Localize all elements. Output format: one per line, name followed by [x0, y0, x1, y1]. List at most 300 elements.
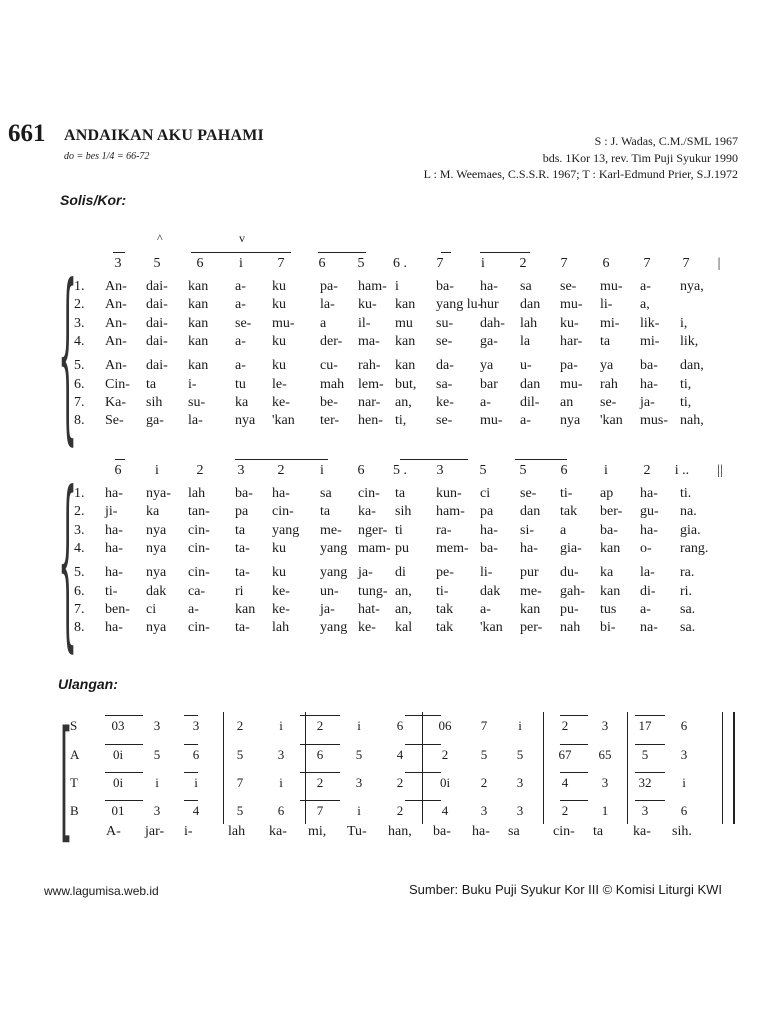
lyric-syllable: ha- — [105, 522, 123, 538]
lyric-syllable: tan- — [188, 504, 210, 520]
lyric-syllable: pe- — [436, 565, 454, 581]
lyric-syllable: Se- — [105, 413, 124, 429]
lyric-syllable: nya- — [146, 486, 171, 501]
lyric-syllable: nger- — [358, 522, 388, 538]
lyric-syllable: lik- — [640, 315, 660, 331]
lyric-syllable: ku- — [560, 315, 579, 331]
note: 6 — [114, 463, 122, 478]
lyric-syllable: u- — [520, 358, 532, 374]
lyric-syllable: ke- — [436, 394, 454, 410]
refrain-note: 6 — [316, 747, 324, 762]
note: || — [717, 463, 723, 478]
refrain-note: 0i — [112, 775, 124, 790]
lyric-syllable: nah — [560, 620, 581, 636]
note: 7 — [277, 256, 285, 271]
lyric-syllable: cin- — [188, 522, 210, 538]
lyric-syllable: ri. — [680, 583, 693, 599]
lyric-syllable: kan — [188, 358, 209, 374]
beam-line — [405, 800, 441, 801]
lyric-syllable: rang. — [680, 540, 709, 556]
lyric-syllable: a- — [640, 279, 651, 294]
refrain-note: 3 — [480, 803, 488, 818]
verse-number: 1. — [74, 486, 85, 501]
note: i — [481, 256, 485, 271]
lyric-syllable: a- — [640, 601, 651, 617]
refrain-lyric: sa — [508, 824, 520, 839]
beam-line — [560, 715, 588, 716]
beam-line — [184, 744, 198, 745]
note: i — [239, 256, 243, 271]
lyric-syllable: ja- — [358, 565, 373, 581]
lyric-syllable: dai- — [146, 315, 168, 331]
lyric-syllable: gu- — [640, 504, 659, 520]
lyric-syllable: An- — [105, 297, 127, 313]
lyric-syllable: mu- — [560, 297, 583, 313]
accent-mark: v — [239, 231, 245, 245]
verse-number: 3. — [74, 315, 85, 331]
refrain-lyric: i- — [184, 824, 193, 839]
lyric-syllable: me- — [520, 583, 542, 599]
lyric-syllable: ku — [272, 279, 286, 294]
refrain-note: 1 — [601, 803, 609, 818]
refrain-note: 7 — [236, 775, 244, 790]
lyric-syllable: su- — [188, 394, 206, 410]
voice-label: A — [70, 747, 80, 762]
lyric-syllable: ra. — [680, 565, 695, 581]
lyric-syllable: ha- — [105, 620, 123, 636]
lyric-syllable: har- — [560, 333, 583, 349]
lyric-syllable: gia. — [680, 522, 701, 538]
lyric-syllable: ma- — [358, 333, 380, 349]
lyric-syllable: il- — [358, 315, 371, 331]
lyric-syllable: sih — [146, 394, 163, 410]
refrain-note: 6 — [680, 718, 688, 733]
lyric-syllable: nya, — [680, 279, 704, 294]
lyric-syllable: lah — [272, 620, 290, 636]
note: 5 — [519, 463, 527, 478]
beam-line — [405, 715, 441, 716]
refrain-note: 2 — [316, 775, 324, 790]
lyric-syllable: but, — [395, 376, 417, 392]
lyric-syllable: an, — [395, 583, 412, 599]
lyric-syllable: ka — [235, 394, 249, 410]
refrain-note: 4 — [192, 803, 200, 818]
lyric-syllable: ham- — [436, 504, 465, 520]
refrain-note: 2 — [561, 718, 569, 733]
lyric-syllable: ci — [480, 486, 491, 501]
lyric-syllable: rah- — [358, 358, 381, 374]
refrain-note: 3 — [192, 718, 200, 733]
footer-website[interactable]: www.lagumisa.web.id — [44, 884, 159, 898]
beam-line — [560, 772, 588, 773]
note: 6 — [602, 256, 610, 271]
lyric-syllable: kan — [235, 601, 256, 617]
lyric-syllable: pur — [520, 565, 539, 581]
note: 7 — [643, 256, 651, 271]
beam-line — [113, 252, 125, 253]
lyric-syllable: an, — [395, 394, 412, 410]
note: 6 — [560, 463, 568, 478]
refrain-note: 5 — [236, 747, 244, 762]
lyric-syllable: mu- — [600, 279, 623, 294]
lyric-syllable: lah — [520, 315, 538, 331]
refrain-lyric: A- — [106, 824, 121, 839]
refrain-note: 3 — [601, 718, 609, 733]
lyric-syllable: Ka- — [105, 394, 126, 410]
lyric-syllable: dai- — [146, 297, 168, 313]
lyric-syllable: tu — [235, 376, 246, 392]
lyric-syllable: a- — [235, 358, 246, 374]
refrain-lyric: cin- — [553, 824, 575, 839]
refrain-note: 2 — [236, 718, 244, 733]
lyric-syllable: li- — [600, 297, 613, 313]
verse-number: 5. — [74, 358, 85, 374]
refrain-note: 3 — [680, 747, 688, 762]
lyric-syllable: ta- — [235, 620, 250, 636]
lyric-syllable: kan — [188, 333, 209, 349]
beam-line — [105, 800, 143, 801]
lyric-syllable: ga- — [480, 333, 498, 349]
lyric-syllable: ti — [395, 522, 403, 538]
lyric-syllable: ta — [320, 504, 331, 520]
refrain-note: 17 — [638, 718, 652, 733]
lyric-syllable: an — [560, 394, 574, 410]
refrain-note: 4 — [441, 803, 449, 818]
note: 2 — [643, 463, 651, 478]
lyric-syllable: sih — [395, 504, 412, 520]
lyric-syllable: dai- — [146, 279, 168, 294]
lyric-syllable: pu- — [560, 601, 579, 617]
beam-line — [405, 772, 441, 773]
lyric-syllable: be- — [320, 394, 338, 410]
lyric-syllable: su- — [436, 315, 454, 331]
lyric-syllable: 'kan — [600, 413, 623, 429]
lyric-syllable: dak — [146, 583, 167, 599]
refrain-note: 3 — [153, 718, 161, 733]
beam-line — [318, 252, 366, 253]
lyric-syllable: a — [320, 315, 327, 331]
refrain-note: 4 — [396, 747, 404, 762]
lyric-syllable: me- — [320, 522, 342, 538]
lyric-syllable: ter- — [320, 413, 340, 429]
beam-line — [635, 772, 665, 773]
refrain-note: 4 — [561, 775, 569, 790]
lyric-syllable: hat- — [358, 601, 380, 617]
lyric-syllable: rah — [600, 376, 618, 392]
lyric-syllable: ku — [272, 297, 286, 313]
lyric-syllable: ba- — [235, 486, 253, 501]
verse-number: 8. — [74, 620, 85, 636]
lyric-syllable: sa — [320, 486, 332, 501]
lyric-syllable: dan — [520, 376, 541, 392]
section-label-solis: Solis/Kor: — [60, 192, 127, 208]
lyric-syllable: ta — [600, 333, 611, 349]
note: i — [155, 463, 159, 478]
barline — [543, 712, 544, 824]
lyric-syllable: ti. — [680, 486, 692, 501]
brace: { — [58, 250, 78, 467]
note: 3 — [436, 463, 444, 478]
lyric-syllable: ha- — [105, 486, 123, 501]
refrain-note: 2 — [316, 718, 324, 733]
lyric-syllable: ba- — [436, 279, 454, 294]
lyric-syllable: si- — [520, 522, 534, 538]
lyric-syllable: tak — [436, 601, 454, 617]
lyric-syllable: yang — [320, 565, 348, 581]
lyric-syllable: mem- — [436, 540, 469, 556]
refrain-note: i — [357, 803, 361, 818]
lyric-syllable: ap — [600, 486, 614, 501]
refrain-lyric: ka- — [633, 824, 651, 839]
lyric-syllable: ke- — [358, 620, 376, 636]
lyric-syllable: gah- — [560, 583, 585, 599]
beam-line — [276, 459, 328, 460]
lyric-syllable: an, — [395, 601, 412, 617]
lyric-syllable: dan — [520, 297, 541, 313]
lyric-syllable: ya — [480, 358, 494, 374]
lyric-syllable: kan — [188, 279, 209, 294]
lyric-syllable: ra- — [436, 522, 452, 538]
refrain-note: 2 — [480, 775, 488, 790]
lyric-syllable: tus — [600, 601, 617, 617]
lyric-syllable: ba- — [480, 540, 498, 556]
lyric-syllable: kan — [600, 540, 621, 556]
brace: { — [58, 457, 78, 674]
lyric-syllable: ha- — [272, 486, 290, 501]
brace: [ — [60, 706, 72, 860]
lyric-syllable: sa — [520, 279, 532, 294]
refrain-lyric: Tu- — [347, 824, 367, 839]
lyric-syllable: ke- — [272, 394, 290, 410]
tempo-marking: do = bes 1/4 = 66-72 — [64, 151, 150, 162]
lyric-syllable: Cin- — [105, 376, 130, 392]
note: i — [320, 463, 324, 478]
beam-line — [515, 459, 567, 460]
verse-number: 6. — [74, 376, 85, 392]
refrain-note: 3 — [601, 775, 609, 790]
lyric-syllable: di — [395, 565, 406, 581]
lyric-syllable: ha- — [105, 565, 123, 581]
lyric-syllable: a- — [188, 601, 199, 617]
note: i — [604, 463, 608, 478]
refrain-lyric: jar- — [145, 824, 165, 839]
beam-line — [105, 715, 143, 716]
lyric-syllable: nah, — [680, 413, 704, 429]
verse-number: 7. — [74, 601, 85, 617]
lyric-syllable: cin- — [358, 486, 380, 501]
lyric-syllable: ba- — [640, 358, 658, 374]
lyric-syllable: mi- — [640, 333, 660, 349]
refrain-note: 0i — [439, 775, 451, 790]
lyric-syllable: ben- — [105, 601, 130, 617]
refrain-lyric: lah — [228, 824, 246, 839]
lyric-syllable: nya — [146, 565, 167, 581]
lyric-syllable: bi- — [600, 620, 616, 636]
song-title: ANDAIKAN AKU PAHAMI — [64, 127, 264, 144]
lyric-syllable: o- — [640, 540, 652, 556]
lyric-syllable: hen- — [358, 413, 383, 429]
lyric-syllable: ka- — [358, 504, 376, 520]
beam-line — [560, 744, 588, 745]
verse-number: 3. — [74, 522, 85, 538]
lyric-syllable: cin- — [188, 540, 210, 556]
refrain-note: i — [357, 718, 361, 733]
lyric-syllable: 'kan — [272, 413, 295, 429]
lyric-syllable: sa. — [680, 601, 696, 617]
lyric-syllable: ti, — [395, 413, 407, 429]
lyric-syllable: ta- — [235, 565, 250, 581]
refrain-lyric: ka- — [269, 824, 287, 839]
refrain-note: 67 — [558, 747, 572, 762]
refrain-note: 5 — [355, 747, 363, 762]
lyric-syllable: ha- — [480, 522, 498, 538]
credit-text-source: bds. 1Kor 13, rev. Tim Puji Syukur 1990 — [542, 151, 738, 165]
note: 5 — [357, 256, 365, 271]
beam-line — [300, 715, 340, 716]
lyric-syllable: kan — [395, 297, 416, 313]
lyric-syllable: kan — [520, 601, 541, 617]
refrain-lyric: mi, — [308, 824, 327, 839]
lyric-syllable: na. — [680, 504, 697, 520]
lyric-syllable: ta — [235, 522, 246, 538]
refrain-note: 3 — [153, 803, 161, 818]
note: 5 . — [393, 463, 407, 478]
lyric-syllable: se- — [436, 333, 453, 349]
lyric-syllable: An- — [105, 333, 127, 349]
refrain-lyric: ba- — [433, 824, 451, 839]
refrain-lyric: han, — [388, 824, 412, 839]
refrain-note: 6 — [396, 718, 404, 733]
refrain-lyric: ta — [593, 824, 604, 839]
lyric-syllable: yang — [320, 620, 348, 636]
refrain-note: 06 — [438, 718, 452, 733]
lyric-syllable: ti, — [680, 394, 692, 410]
lyric-syllable: na- — [640, 620, 658, 636]
lyric-syllable: dai- — [146, 333, 168, 349]
beam-line — [105, 772, 143, 773]
verse-number: 6. — [74, 583, 85, 599]
refrain-note: 5 — [641, 747, 649, 762]
refrain-note: 5 — [236, 803, 244, 818]
refrain-note: 2 — [441, 747, 449, 762]
lyric-syllable: 'kan — [480, 620, 503, 636]
refrain-note: 3 — [516, 803, 524, 818]
lyric-syllable: se- — [560, 279, 577, 294]
refrain-note: 03 — [111, 718, 125, 733]
lyric-syllable: kan — [600, 583, 621, 599]
lyric-syllable: a- — [235, 297, 246, 313]
lyric-syllable: mu- — [272, 315, 295, 331]
lyric-syllable: pa — [235, 504, 249, 520]
lyric-syllable: mu- — [480, 413, 503, 429]
lyric-syllable: se- — [235, 315, 252, 331]
refrain-note: i — [194, 775, 198, 790]
lyric-syllable: kal — [395, 620, 413, 636]
lyric-syllable: ri — [235, 583, 244, 599]
credit-composer: S : J. Wadas, C.M./SML 1967 — [594, 134, 738, 148]
lyric-syllable: se- — [436, 413, 453, 429]
song-number: 661 — [8, 120, 46, 147]
lyric-syllable: se- — [520, 486, 537, 501]
verse-number: 2. — [74, 297, 85, 313]
refrain-lyric: ha- — [472, 824, 490, 839]
lyric-syllable: kan — [188, 315, 209, 331]
lyric-syllable: ca- — [188, 583, 206, 599]
refrain-note: i — [155, 775, 159, 790]
lyric-syllable: nya — [235, 413, 256, 429]
lyric-syllable: ta- — [235, 540, 250, 556]
beam-line — [405, 744, 441, 745]
lyric-syllable: ku — [272, 358, 286, 374]
note: 6 — [357, 463, 365, 478]
lyric-syllable: nya — [146, 540, 167, 556]
lyric-syllable: pu — [395, 540, 409, 556]
lyric-syllable: dak — [480, 583, 501, 599]
lyric-syllable: dah- — [480, 315, 505, 331]
note: 3 — [237, 463, 245, 478]
lyric-syllable: la — [520, 333, 531, 349]
lyric-syllable: i — [395, 279, 399, 294]
verse-number: 1. — [74, 279, 85, 294]
lyric-syllable: kan — [395, 358, 416, 374]
lyric-syllable: la- — [188, 413, 203, 429]
beam-line — [635, 715, 665, 716]
lyric-syllable: ja- — [320, 601, 335, 617]
lyric-syllable: i, — [680, 315, 688, 331]
barline — [627, 712, 628, 824]
refrain-note: 32 — [638, 775, 652, 790]
lyric-syllable: ha- — [640, 486, 658, 501]
refrain-note: 2 — [396, 803, 404, 818]
lyric-syllable: ti- — [560, 486, 573, 501]
lyric-syllable: lah — [188, 486, 206, 501]
barline — [305, 712, 306, 824]
refrain-note: i — [279, 775, 283, 790]
lyric-syllable: dil- — [520, 394, 540, 410]
lyric-syllable: pa — [480, 504, 494, 520]
barline — [422, 712, 423, 824]
lyric-syllable: a- — [235, 279, 246, 294]
beam-line — [300, 800, 340, 801]
lyric-syllable: bar — [480, 376, 498, 392]
section-label-ulangan: Ulangan: — [58, 676, 118, 692]
final-barline — [733, 712, 735, 824]
barline — [223, 712, 224, 824]
beam-line — [184, 800, 198, 801]
lyric-syllable: ham- — [358, 279, 387, 294]
refrain-note: 6 — [277, 803, 285, 818]
refrain-note: 7 — [480, 718, 488, 733]
lyric-syllable: ke- — [272, 583, 290, 599]
lyric-syllable: un- — [320, 583, 339, 599]
lyric-syllable: mu- — [560, 376, 583, 392]
lyric-syllable: ku- — [358, 297, 377, 313]
voice-label: T — [70, 775, 78, 790]
lyric-syllable: mi- — [600, 315, 620, 331]
lyric-syllable: ja- — [640, 394, 655, 410]
lyric-syllable: ta — [395, 486, 406, 501]
beam-line — [635, 800, 665, 801]
lyric-syllable: se- — [600, 394, 617, 410]
refrain-note: 6 — [680, 803, 688, 818]
refrain-note: 65 — [598, 747, 612, 762]
lyric-syllable: gia- — [560, 540, 582, 556]
voice-label: B — [70, 803, 79, 818]
note: i .. — [674, 463, 690, 478]
lyric-syllable: cu- — [320, 358, 338, 374]
lyric-syllable: yang — [272, 522, 300, 538]
lyric-syllable: ya — [600, 358, 614, 374]
